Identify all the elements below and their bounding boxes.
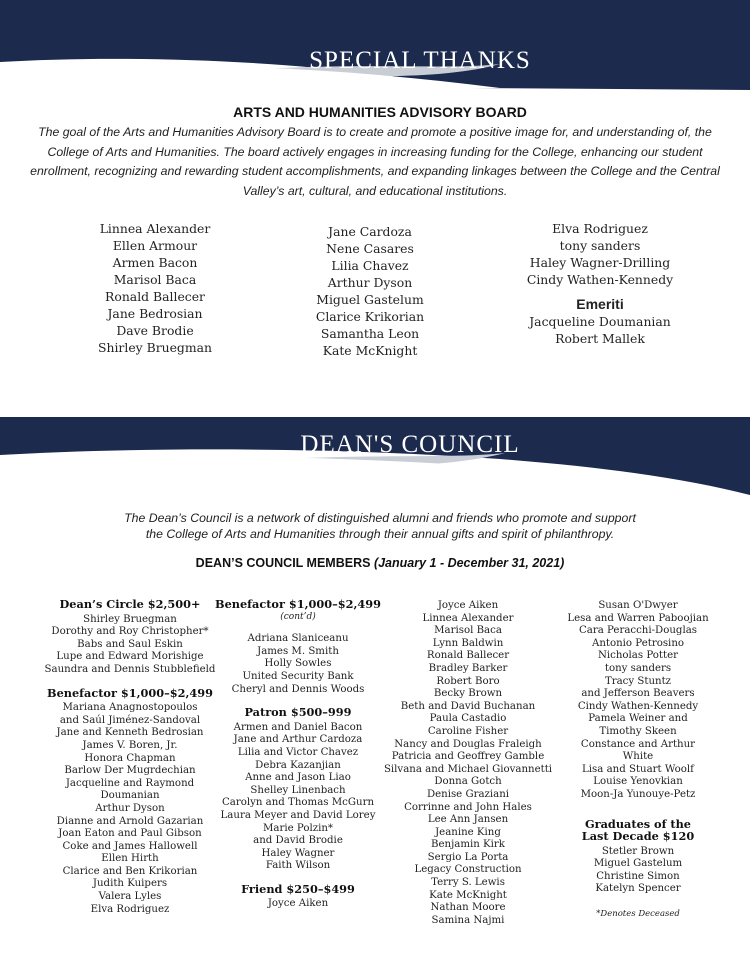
board-column-3 (515, 220, 685, 347)
board-member: Marisol Baca (113, 272, 197, 287)
member-name: Stetler Brown (601, 845, 675, 857)
member-name: Denise Graziani (426, 788, 510, 800)
member-name: Barlow Der Mugrdechian (64, 765, 196, 777)
member-name: Benjamin Kirk (431, 839, 505, 851)
member-name: Dianne and Arnold Gazarian (56, 815, 204, 827)
member-name: James V. Boren, Jr. (82, 739, 178, 751)
member-name: Jane and Kenneth Bedrosian (56, 727, 204, 739)
members-column-4 (548, 600, 728, 921)
member-name: Robert Boro (436, 675, 500, 687)
board-member: Ellen Armour (112, 238, 198, 253)
board-member: Haley Wagner-Drilling (529, 255, 671, 270)
member-name: Ronald Ballecer (426, 650, 510, 662)
member-name: Debra Kazanjian (255, 759, 341, 771)
members-column-3 (378, 600, 558, 927)
contd-label: (cont’d) (280, 611, 316, 622)
member-name: Babs and Saul Eskin (77, 638, 183, 650)
member-name: Corrinne and John Hales (404, 801, 532, 813)
deans-council-description (40, 510, 720, 542)
member-name: Tracy Stuntz (604, 675, 672, 687)
special-thanks-title: SPECIAL THANKS (309, 47, 531, 74)
member-name: Legacy Construction (414, 864, 522, 876)
benefactor-contd-heading: Benefactor $1,000–$2,499 (215, 597, 381, 611)
member-name: Elva Rodriguez (90, 903, 170, 915)
member-name: Silvana and Michael Giovannetti (383, 763, 553, 775)
members-column-1 (30, 598, 230, 916)
member-name: Adriana Slaniceanu (247, 633, 349, 645)
member-name: Antonio Petrosino (591, 637, 685, 649)
board-member: Armen Bacon (112, 255, 198, 270)
board-member: Miguel Gastelum (316, 292, 424, 307)
description-line: the College of Arts and Humanities through their annual gifts and spirit of philanthropy. (145, 527, 615, 541)
member-name: Valera Lyles (98, 891, 162, 903)
member-name: Carolyn and Thomas McGurn (221, 797, 375, 809)
member-name: Honora Chapman (84, 752, 176, 764)
member-name: Katelyn Spencer (595, 883, 681, 895)
deans-council-title: DEAN'S COUNCIL (300, 431, 520, 458)
deans-circle-heading: Dean’s Circle $2,500+ (59, 597, 201, 611)
member-name: Jane and Arthur Cardoza (233, 734, 363, 746)
member-name: Lesa and Warren Paboojian (567, 612, 709, 624)
board-column-1 (80, 220, 230, 356)
board-member: Linnea Alexander (99, 221, 211, 236)
board-member: tony sanders (559, 238, 641, 253)
members-period: (January 1 - December 31, 2021) (373, 556, 565, 570)
board-member: Shirley Bruegman (98, 340, 212, 355)
member-name: Anne and Jason Liao (245, 772, 351, 784)
member-name: Shelley Linenbach (250, 784, 346, 796)
advisory-board-title: ARTS AND HUMANITIES ADVISORY BOARD (233, 104, 527, 120)
member-name: Becky Brown (433, 688, 503, 700)
member-name: Timothy Skeen (599, 725, 677, 737)
member-name: Christine Simon (596, 870, 680, 882)
member-name: Cara Peracchi-Douglas (578, 625, 698, 637)
deceased-footnote: *Denotes Deceased (596, 909, 680, 920)
member-name: Joyce Aiken (437, 600, 499, 611)
board-member: Nene Casares (326, 241, 414, 256)
patron-heading: Patron $500–999 (244, 705, 352, 720)
member-name: Faith Wilson (265, 860, 331, 872)
member-name: Mariana Anagnostopoulos (62, 702, 198, 714)
board-member: Kate McKnight (322, 343, 418, 358)
board-member: Arthur Dyson (327, 275, 413, 290)
member-name: Cindy Wathen-Kennedy (577, 700, 699, 712)
member-name: and Jefferson Beavers (581, 688, 695, 700)
member-name: Samina Najmi (431, 914, 505, 926)
member-name: Terry S. Lewis (431, 877, 505, 889)
board-member: Clarice Krikorian (315, 309, 425, 324)
benefactor-heading: Benefactor $1,000–$2,499 (47, 685, 213, 700)
member-name: Louise Yenovkian (593, 776, 683, 788)
member-name: Lisa and Stuart Woolf (582, 763, 694, 775)
member-name: Haley Wagner (261, 847, 335, 859)
member-name: Marisol Baca (434, 625, 502, 637)
member-name: Clarice and Ben Krikorian (62, 865, 198, 877)
member-name: James M. Smith (257, 645, 339, 657)
graduates-heading-line2: Last Decade $120 (581, 829, 695, 844)
description-line: The Dean’s Council is a network of distinguished alumni and friends who promote and support (124, 511, 636, 525)
member-name: Lee Ann Jansen (427, 814, 509, 826)
board-column-2 (295, 223, 445, 359)
emeriti-member: Jacqueline Doumanian (529, 314, 671, 329)
graduates-heading-line1: Graduates of the (585, 816, 691, 831)
member-name: Moon-Ja Yunouye-Petz (580, 788, 696, 800)
member-name: United Security Bank (242, 670, 354, 682)
members-title-text: DEAN’S COUNCIL MEMBERS (195, 556, 371, 570)
member-name: Armen and Daniel Bacon (233, 721, 363, 733)
member-name: Nicholas Potter (597, 650, 679, 662)
special-thanks-banner (0, 0, 750, 90)
member-name: Patricia and Geoffrey Gamble (391, 751, 545, 763)
member-name: Dorothy and Roy Christopher* (51, 626, 209, 638)
board-member: Lilia Chavez (331, 258, 409, 273)
member-name: Cheryl and Dennis Woods (231, 683, 365, 695)
member-name: Laura Meyer and David Lorey (220, 809, 376, 821)
member-name: White (622, 751, 654, 763)
member-name: Judith Kuipers (92, 878, 168, 890)
board-member: Ronald Ballecer (105, 289, 205, 304)
board-member: Elva Rodriguez (552, 221, 648, 236)
member-name: Jeanine King (435, 826, 501, 838)
member-name: Marie Polzin* (262, 822, 333, 834)
board-member: Jane Cardoza (328, 224, 412, 239)
member-name: and Saúl Jiménez-Sandoval (59, 714, 201, 726)
member-name: Kate McKnight (429, 889, 507, 901)
board-member: Jane Bedrosian (107, 306, 203, 321)
emeriti-member: Robert Mallek (555, 331, 645, 346)
member-name: Susan O'Dwyer (598, 600, 678, 611)
member-name: Donna Gotch (434, 776, 502, 788)
member-name: Doumanian (100, 790, 160, 802)
member-name: Bradley Barker (428, 662, 508, 674)
member-name: Constance and Arthur (580, 738, 696, 750)
friend-heading: Friend $250–$499 (241, 881, 355, 896)
member-name: Paula Castadio (429, 713, 507, 725)
member-name: Miguel Gastelum (593, 858, 683, 870)
member-name: Jacqueline and Raymond (65, 777, 195, 789)
board-member: Dave Brodie (116, 323, 194, 338)
member-name: Ellen Hirth (101, 853, 159, 865)
board-member: Samantha Leon (320, 326, 420, 341)
member-name: and David Brodie (253, 835, 343, 847)
members-title (0, 556, 750, 570)
member-name: Nathan Moore (430, 902, 506, 914)
member-name: Caroline Fisher (427, 725, 509, 737)
deans-council-banner (0, 417, 750, 497)
member-name: Linnea Alexander (422, 612, 514, 624)
member-name: Beth and David Buchanan (400, 700, 536, 712)
member-name: tony sanders (604, 662, 672, 674)
member-name: Saundra and Dennis Stubblefield (44, 663, 216, 675)
board-member: Cindy Wathen-Kennedy (526, 272, 674, 287)
advisory-board-description: The goal of the Arts and Humanities Advisory Board is to create and promote a positive image for, and understanding of, the College of Arts and Humanities. The board actively engages in increasing funding for the College, enhancing our student enrollment, recognizing and rewarding student accomplishments, and expanding linkages between the College and the Central Valley’s art, cultural, and educational institutions. (30, 125, 720, 198)
member-name: Sergio La Porta (427, 851, 509, 863)
member-name: Joyce Aiken (267, 898, 329, 910)
member-name: Holly Sowles (264, 658, 332, 670)
member-name: Coke and James Hallowell (62, 840, 198, 852)
member-name: Lilia and Victor Chavez (237, 746, 359, 758)
member-name: Joan Eaton and Paul Gibson (58, 828, 202, 840)
member-name: Pamela Weiner and (588, 713, 688, 725)
emeriti-heading: Emeriti (576, 296, 624, 312)
member-name: Arthur Dyson (95, 802, 165, 814)
swoosh-graphic (0, 0, 750, 90)
member-name: Nancy and Douglas Fraleigh (394, 738, 542, 750)
member-name: Lupe and Edward Morishige (56, 651, 204, 663)
member-name: Shirley Bruegman (83, 613, 177, 625)
member-name: Lynn Baldwin (432, 637, 504, 649)
members-column-2 (208, 598, 388, 911)
